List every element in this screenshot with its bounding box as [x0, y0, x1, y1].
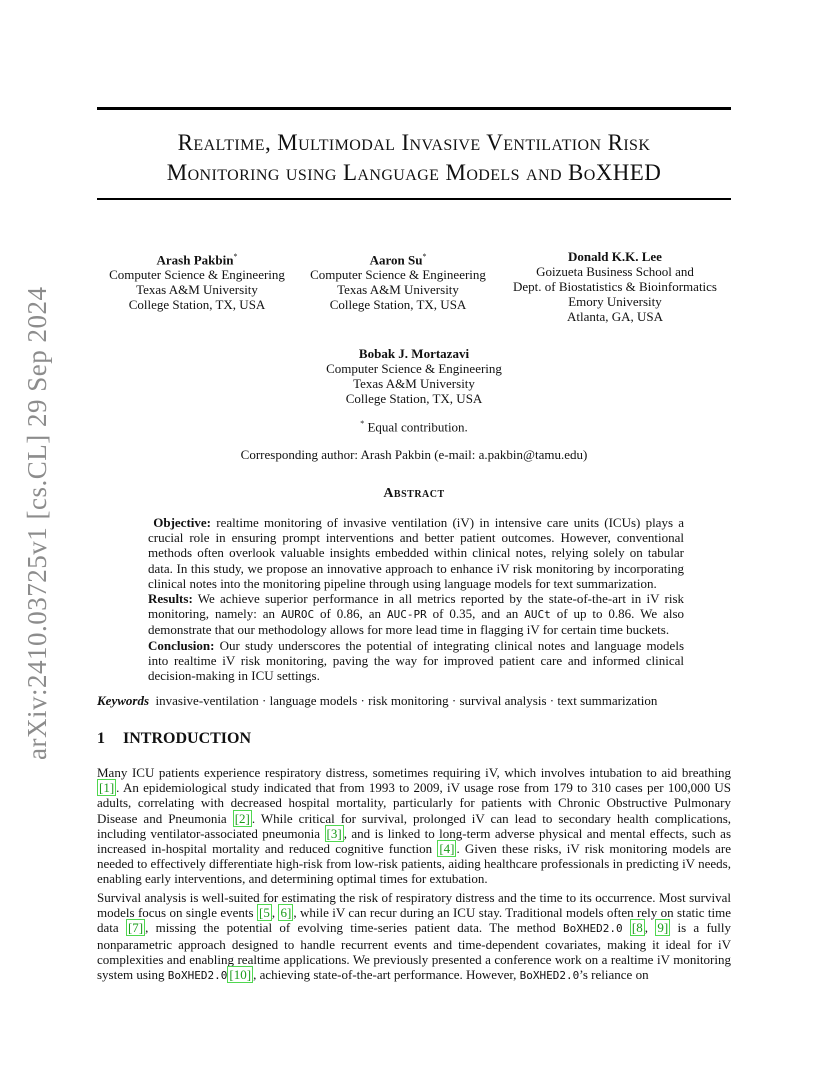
- author-block-su: [298, 249, 498, 312]
- citation-link[interactable]: [5: [258, 905, 270, 921]
- author-block-mortazavi: [97, 346, 731, 406]
- citation-link[interactable]: [8: [631, 920, 643, 936]
- author-name: Aaron Su*: [369, 252, 427, 268]
- equal-contribution-note: * Equal contribution.: [360, 419, 468, 435]
- citation-link[interactable]: [1]: [99, 780, 115, 796]
- title-line-2: Monitoring using Language Models and BoXHED: [166, 160, 662, 185]
- author-affiliation: Texas A&M University: [353, 376, 475, 391]
- citation-link[interactable]: [10]: [229, 967, 252, 983]
- section-heading-introduction: 1 INTRODUCTION: [97, 730, 252, 747]
- author-affiliation: Goizueta Business School and: [536, 264, 694, 279]
- author-block-pakbin: [97, 249, 297, 312]
- abstract-body: [148, 515, 684, 683]
- abstract-results: Results: We achieve superior performance in all metrics reported by the state-of-the-art in iV risk monitoring, namely: an AUROC of 0.86, an AUC-PR of 0.35, and an AUCt of up to 0.86. We also demonstrate that our methodology allows for more lead time in flagging iV for certain time buckets.: [148, 591, 685, 638]
- author-affiliation: Dept. of Biostatistics & Bioinformatics: [512, 279, 717, 294]
- author-affiliation: College Station, TX, USA: [345, 391, 483, 406]
- method-name: BoXHED2.0: [563, 922, 623, 936]
- intro-paragraph-2: Survival analysis is well-suited for estimating the risk of respiratory distress and the time to its occurrence. Most survival models focus on single events [5 , 6] , while iV can recur during an ICU stay. Traditional models often rely on static time data [7] , missing the potential of evolving time-series patient data. The method BoXHED2.0 [8 , 9] is a fully nonparametric approach designed to handle recurrent events and time-dependent covariates, making it ideal for iV complexities and enabling realtime applications. We previously presented a conference work on a realtime iV monitoring system using BoXHED2.0 [10] , achieving state-of-the-art performance. However, BoXHED2.0’s reliance on: [97, 890, 732, 983]
- author-affiliation: Computer Science & Engineering: [109, 267, 285, 283]
- author-affiliation: Atlanta, GA, USA: [566, 309, 664, 324]
- abstract-objective: Objective: realtime monitoring of invasive ventilation (iV) in intensive care units (ICUs) plays a crucial role in ensuring prompt interventions and better patient outcomes. However, conventional methods often overlook valuable insights embedded within clinical notes, relying solely on tabular data. In this study, we propose an innovative approach to enhance iV risk monitoring by incorporating clinical notes into the monitoring pipeline through using language models for text summarization.: [148, 515, 685, 591]
- citation-link[interactable]: 9]: [657, 920, 669, 936]
- title-rule-bottom: [97, 198, 731, 200]
- author-block-lee: [500, 249, 730, 324]
- author-affiliation: Computer Science & Engineering: [326, 361, 502, 376]
- author-affiliation: Emory University: [568, 294, 662, 309]
- citation-link[interactable]: [7]: [127, 920, 144, 936]
- method-name: BoXHED2.0: [167, 969, 228, 983]
- intro-paragraph-1: Many ICU patients experience respiratory distress, sometimes requiring iV, which involves intubation to aid breathing [1] . An epidemiological study indicated that from 1993 to 2009, iV usage rose from 179 to 310 cases per 100,000 US adults, correlating with decreased hospital mortality, particularly for patients with Chronic Obstructive Pulmonary Disease and Pneumonia [2] . While critical for survival, prolonged iV can lead to secondary health complications, including ventilator-associated pneumonia [3] , and is linked to long-term adverse physical and mental effects, such as increased in-hospital mortality and reduced cognitive function [4] . Given these risks, iV risk monitoring models are needed to effectively differentiate high-risk from low-risk patients, aiding healthcare professionals in predicting iV needs, enabling early interventions, and determining optimal times for extubation.: [97, 765, 732, 887]
- abstract-heading: Abstract: [383, 486, 445, 501]
- method-name: BoXHED2.0: [519, 969, 580, 983]
- author-affiliation: Texas A&M University: [337, 282, 459, 298]
- author-affiliation: College Station, TX, USA: [128, 297, 266, 313]
- citation-link[interactable]: 6]: [280, 905, 292, 921]
- arxiv-identifier: arXiv:2410.03725v1 [cs.CL] 29 Sep 2024: [22, 286, 52, 760]
- author-name: Arash Pakbin*: [156, 252, 238, 268]
- citation-link[interactable]: [2]: [234, 810, 250, 826]
- abstract-conclusion: Conclusion: Our study underscores the potential of integrating clinical notes and language models into realtime iV risk monitoring, paving the way for improved patient care and informed clinical decision-making in ICU settings.: [148, 637, 685, 684]
- author-affiliation: Texas A&M University: [136, 282, 258, 298]
- citation-link[interactable]: [3]: [326, 825, 342, 841]
- paper-title: [97, 128, 731, 188]
- keywords-line: Keywords invasive-ventilation · language models · risk monitoring · survival analysis · text summarization: [97, 693, 658, 708]
- corresponding-author: Corresponding author: Arash Pakbin (e-mail: a.pakbin@tamu.edu): [240, 447, 588, 462]
- title-line-1: Realtime, Multimodal Invasive Ventilation Risk: [177, 130, 651, 155]
- author-affiliation: College Station, TX, USA: [329, 297, 467, 313]
- author-affiliation: Computer Science & Engineering: [310, 267, 486, 283]
- author-name: Donald K.K. Lee: [568, 249, 662, 264]
- title-rule-top: [97, 107, 731, 110]
- citation-link[interactable]: [4]: [439, 841, 455, 857]
- author-name: Bobak J. Mortazavi: [358, 346, 470, 361]
